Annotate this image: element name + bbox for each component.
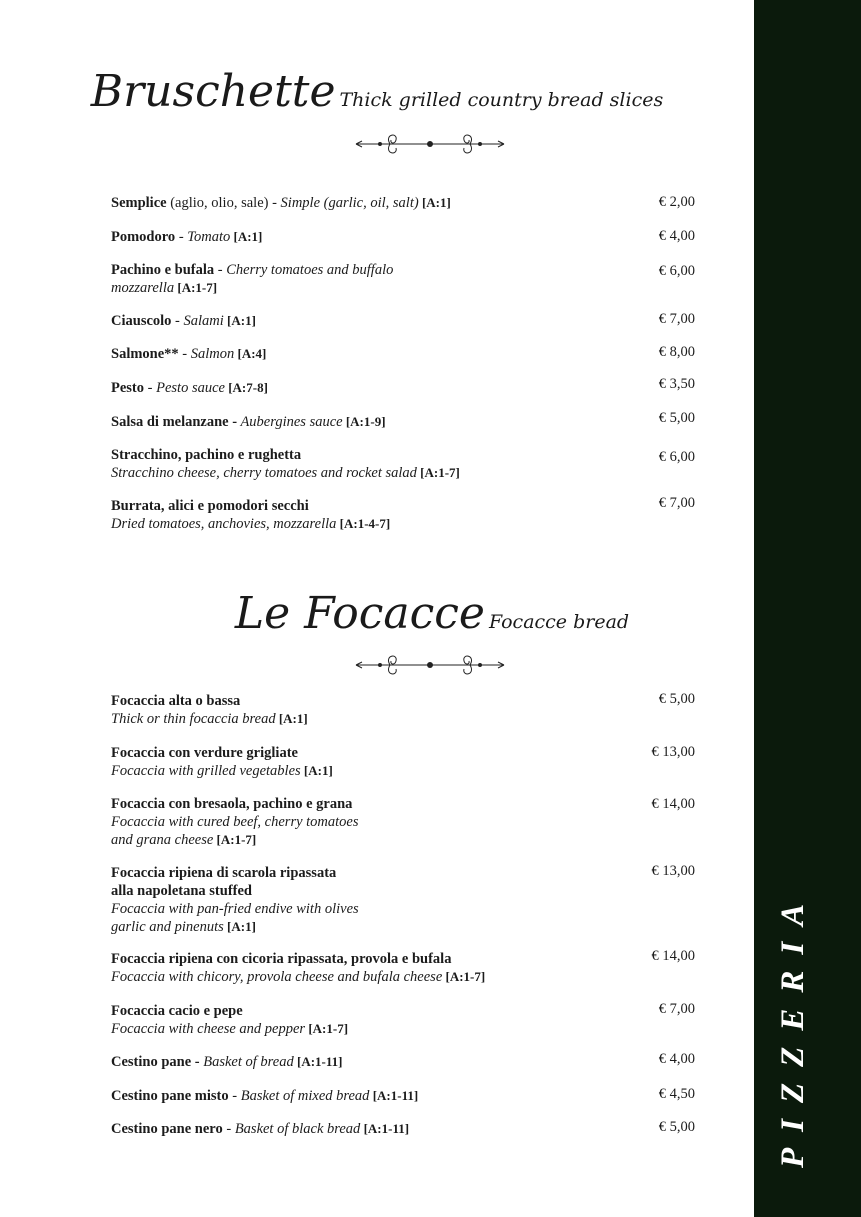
item-name: Cestino pane misto bbox=[111, 1088, 229, 1104]
item-name: Cestino pane - bbox=[111, 1054, 200, 1070]
item-price: € 13,00 bbox=[651, 863, 695, 879]
section-title: Le Focacce bbox=[234, 588, 485, 639]
list-item bbox=[111, 1002, 721, 1038]
item-detail: - bbox=[178, 346, 188, 362]
section-title: Bruschette bbox=[90, 66, 336, 117]
list-item bbox=[111, 413, 721, 431]
item-price: € 7,00 bbox=[658, 311, 695, 327]
bruschette-heading bbox=[0, 66, 754, 117]
item-detail: - bbox=[228, 1088, 238, 1104]
item-name: Focaccia con verdure grigliate bbox=[111, 745, 298, 761]
item-price: € 7,00 bbox=[658, 1001, 695, 1017]
item-name: Focaccia con bresaola, pachino e grana bbox=[111, 796, 353, 812]
item-name: Pachino e bufala bbox=[111, 262, 215, 278]
item-english: Thick or thin focaccia bread bbox=[111, 711, 276, 727]
item-price: € 4,50 bbox=[658, 1086, 695, 1102]
list-item bbox=[111, 864, 721, 936]
item-name: Pesto bbox=[111, 380, 145, 396]
item-name: Ciauscolo bbox=[111, 313, 172, 329]
item-allergen: [A:7-8] bbox=[224, 380, 268, 395]
list-item bbox=[111, 228, 721, 246]
item-price: € 5,00 bbox=[658, 410, 695, 426]
section-subtitle: Thick grilled country bread slices bbox=[339, 89, 664, 111]
item-detail: - bbox=[175, 229, 184, 245]
item-name: Semplice bbox=[111, 195, 167, 211]
item-allergen: [A:1-11] bbox=[360, 1121, 410, 1136]
item-english: Focaccia with cheese and pepper bbox=[111, 1021, 306, 1037]
item-name: Salsa di melanzane - bbox=[111, 414, 238, 430]
list-item bbox=[111, 194, 721, 212]
item-price: € 2,00 bbox=[658, 194, 695, 210]
item-detail: - bbox=[171, 313, 180, 329]
item-english: Basket of bread bbox=[199, 1054, 294, 1070]
item-name: Focaccia alta o bassa bbox=[111, 693, 241, 709]
list-item bbox=[111, 1120, 721, 1138]
item-price: € 4,00 bbox=[658, 1051, 695, 1067]
item-allergen: [A:1-7] bbox=[213, 832, 257, 847]
item-allergen: [A:1-7] bbox=[416, 465, 460, 480]
item-name: Cestino pane nero bbox=[111, 1121, 223, 1137]
item-allergen: [A:1] bbox=[300, 763, 333, 778]
item-price: € 4,00 bbox=[658, 228, 695, 244]
item-english: Simple (garlic, oil, salt) bbox=[276, 195, 419, 211]
item-allergen: [A:1-7] bbox=[174, 280, 218, 295]
item-allergen: [A:1-9] bbox=[342, 414, 386, 429]
item-allergen: [A:1] bbox=[418, 195, 451, 210]
item-english: Pesto sauce bbox=[152, 380, 225, 396]
item-price: € 6,00 bbox=[658, 449, 695, 465]
item-detail: - bbox=[222, 1121, 232, 1137]
item-english: and grana cheese bbox=[111, 832, 214, 848]
item-name: Stracchino, pachino e rughetta bbox=[111, 447, 302, 463]
item-name: alla napoletana stuffed bbox=[111, 883, 252, 899]
list-item bbox=[111, 795, 721, 849]
divider-ornament-icon bbox=[354, 653, 506, 677]
item-english: Focaccia with chicory, provola cheese and bufala cheese bbox=[111, 969, 443, 985]
list-item bbox=[111, 261, 721, 297]
item-price: € 5,00 bbox=[658, 1119, 695, 1135]
item-detail: - bbox=[144, 380, 153, 396]
list-item bbox=[111, 497, 721, 533]
item-english: Basket of black bread bbox=[231, 1121, 361, 1137]
item-english: Focaccia with grilled vegetables bbox=[111, 763, 301, 779]
item-price: € 13,00 bbox=[651, 744, 695, 760]
list-item bbox=[111, 692, 721, 728]
item-price: € 7,00 bbox=[658, 495, 695, 511]
item-price: € 6,00 bbox=[658, 263, 695, 279]
list-item bbox=[111, 312, 721, 330]
list-item bbox=[111, 950, 721, 986]
item-english: Tomato bbox=[183, 229, 231, 245]
item-allergen: [A:1-7] bbox=[442, 969, 486, 984]
item-name: Burrata, alici e pomodori secchi bbox=[111, 498, 309, 514]
item-name: Pomodoro bbox=[111, 229, 176, 245]
item-english: Salmon bbox=[187, 346, 235, 362]
item-english: garlic and pinenuts bbox=[111, 919, 224, 935]
item-allergen: [A:1] bbox=[223, 919, 256, 934]
item-price: € 5,00 bbox=[658, 691, 695, 707]
item-detail: (aglio, olio, sale) - bbox=[166, 195, 277, 211]
item-english: Focaccia with cured beef, cherry tomatoes bbox=[111, 814, 359, 830]
item-allergen: [A:1] bbox=[223, 313, 256, 328]
item-english: mozzarella bbox=[111, 280, 175, 296]
item-english: Cherry tomatoes and buffalo bbox=[222, 262, 394, 278]
item-english: Aubergines sauce bbox=[237, 414, 343, 430]
item-english: Salami bbox=[179, 313, 224, 329]
sidebar-label: PIZZERIA bbox=[775, 887, 811, 1168]
item-allergen: [A:1-7] bbox=[305, 1021, 349, 1036]
item-allergen: [A:1] bbox=[230, 229, 263, 244]
divider-ornament-icon bbox=[354, 132, 506, 156]
list-item bbox=[111, 345, 721, 363]
item-english: Stracchino cheese, cherry tomatoes and rocket salad bbox=[111, 465, 417, 481]
item-price: € 8,00 bbox=[658, 344, 695, 360]
list-item bbox=[111, 446, 721, 482]
item-price: € 14,00 bbox=[651, 948, 695, 964]
item-allergen: [A:4] bbox=[234, 346, 267, 361]
item-allergen: [A:1-4-7] bbox=[336, 516, 391, 531]
item-english: Focaccia with pan-fried endive with olives bbox=[111, 901, 359, 917]
item-name: Focaccia ripiena con cicoria ripassata, provola e bufala bbox=[111, 951, 452, 967]
list-item bbox=[111, 744, 721, 780]
item-allergen: [A:1-11] bbox=[369, 1088, 419, 1103]
item-allergen: [A:1-11] bbox=[293, 1054, 343, 1069]
focacce-heading bbox=[0, 588, 754, 639]
item-english: Basket of mixed bread bbox=[237, 1088, 370, 1104]
list-item bbox=[111, 1053, 721, 1071]
item-name: Focaccia cacio e pepe bbox=[111, 1003, 243, 1019]
list-item bbox=[111, 379, 721, 397]
item-detail: - bbox=[214, 262, 223, 278]
section-subtitle: Focacce bread bbox=[488, 611, 630, 633]
item-name: Focaccia ripiena di scarola ripassata bbox=[111, 865, 337, 881]
item-english: Dried tomatoes, anchovies, mozzarella bbox=[111, 516, 337, 532]
list-item bbox=[111, 1087, 721, 1105]
item-price: € 3,50 bbox=[658, 376, 695, 392]
item-allergen: [A:1] bbox=[275, 711, 308, 726]
item-price: € 14,00 bbox=[651, 796, 695, 812]
item-name: Salmone** bbox=[111, 346, 179, 362]
